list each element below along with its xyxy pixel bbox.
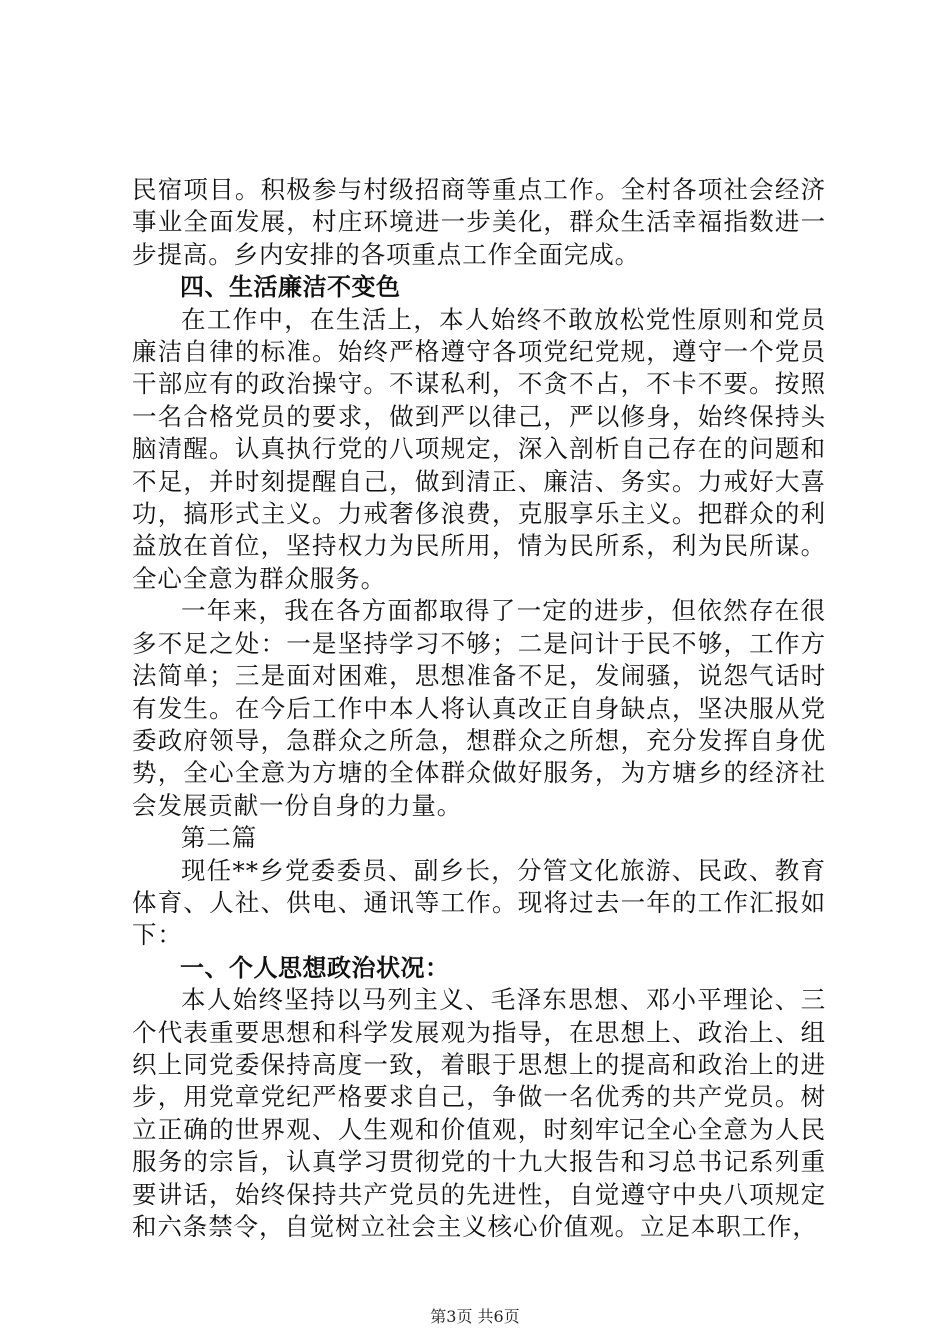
- part-title-second: 第二篇: [181, 823, 258, 853]
- paragraph-summary: 一年来，我在各方面都取得了一定的进步，但依然存在很多不足之处：一是坚持学习不够；二是问计于民不够，工作方法简单；三是面对困难，思想准备不足，发闹骚，说怨气话时有发生。在今后工作中本人将认真改正自身缺点，坚决服从党委政府领导，急群众之所急，想群众之所想，充分发挥自身优势，全心全意为方塘的全体群众做好服务，为方塘乡的经济社会发展贡献一份自身的力量。: [132, 596, 826, 820]
- paragraph-political-status: 本人始终坚持以马列主义、毛泽东思想、邓小平理论、三个代表重要思想和科学发展观为指导，在思想上、政治上、组织上同党委保持高度一致，着眼于思想上的提高和政治上的进步，用党章党纪严格要求自己，争做一名优秀的共产党员。树立正确的世界观、人生观和价值观，时刻牢记全心全意为人民服务的宗旨，认真学习贯彻党的十九大报告和习总书记系列重要讲话，始终保持共产党员的先进性，自觉遵守中央八项规定和六条禁令，自觉树立社会主义核心价值观。立足本职工作，: [132, 985, 826, 1241]
- page-footer: 第3页 共6页: [430, 1307, 520, 1326]
- section-heading-1: 一、个人思想政治状况：: [180, 953, 450, 982]
- paragraph-continuation: 民宿项目。积极参与村级招商等重点工作。全村各项社会经济事业全面发展，村庄环境进一步美化，群众生活幸福指数进一步提高。乡内安排的各项重点工作全面完成。: [132, 175, 826, 269]
- paragraph-integrity: 在工作中，在生活上，本人始终不敢放松党性原则和党员廉洁自律的标准。始终严格遵守各项党纪党规，遵守一个党员干部应有的政治操守。不谋私利，不贪不占，不卡不要。按照一名合格党员的要求，做到严以律己，严以修身，始终保持头脑清醒。认真执行党的八项规定，深入剖析自己存在的问题和不足，并时刻提醒自己，做到清正、廉洁、务实。力戒好大喜功，搞形式主义。力戒奢侈浪费，克服享乐主义。把群众的利益放在首位，坚持权力为民所用，情为民所系，利为民所谋。全心全意为群众服务。: [132, 304, 826, 593]
- section-heading-4: 四、生活廉洁不变色: [180, 273, 401, 302]
- document-body: [132, 174, 826, 1243]
- paragraph-position: 现任**乡党委委员、副乡长，分管文化旅游、民政、教育体育、人社、供电、通讯等工作。现将过去一年的工作汇报如下：: [132, 855, 826, 950]
